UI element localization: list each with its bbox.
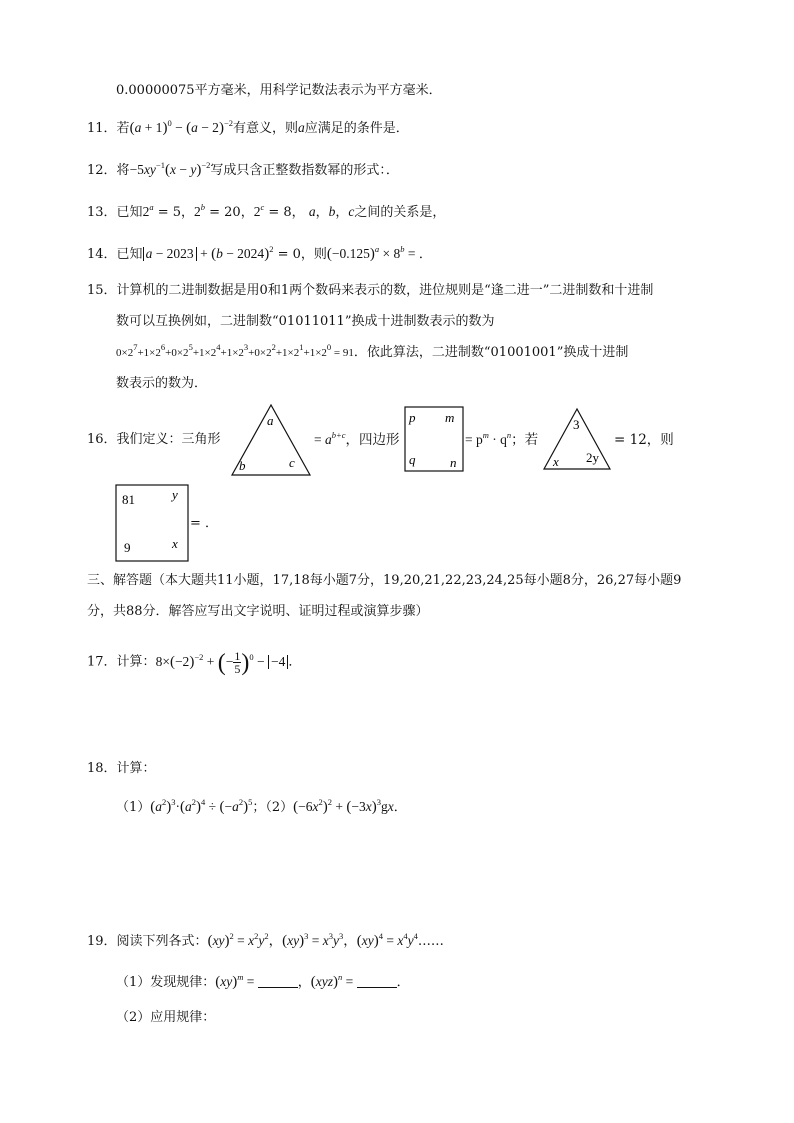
q11-expression: $(a + 1)^0 - (a - 2)^{-2}$	[129, 118, 233, 136]
question-13: 13．已知$2^a = 5$，$2^b = 20$，$2^c = 8$， a，b，c之间的关系是，	[87, 202, 446, 220]
q12-suffix: 写成只含正整数指数幂的形式：．	[210, 163, 399, 178]
q11-number: 11．	[87, 121, 117, 136]
triangle-definition-figure	[229, 403, 313, 477]
q11-middle: 有意义，则	[232, 121, 298, 136]
triangle-right-label: c	[289, 455, 295, 470]
q18-prefix: 计算：	[116, 761, 156, 776]
q19-sub1-end: ．	[396, 975, 410, 990]
q18-part1-label: （1）	[116, 800, 151, 815]
quad-bottom-right-label: n	[450, 455, 457, 470]
q13-var-a: a	[308, 204, 316, 219]
question-19-sub2	[116, 1008, 215, 1028]
triangle-given-left-label: x	[553, 454, 559, 469]
q17-number: 17．	[87, 654, 117, 670]
question-15-line3	[116, 343, 628, 363]
q18-end: ．	[393, 800, 407, 815]
quad-bottom-left-label: q	[409, 452, 416, 467]
q18-part2-expression: $(-6x^2)^2 + (-3x)^3gx$	[293, 797, 394, 815]
q13-eq1-val: = 5，	[153, 205, 194, 220]
q16-text4: = 12，则	[614, 432, 674, 448]
quad-question-top-right: y	[172, 487, 178, 502]
q19-sub1-label: （1）发现规律：	[116, 975, 216, 990]
q15-line4: 数表示的数为．	[116, 376, 208, 391]
q19-sub2-label: （2）应用规律：	[116, 1010, 216, 1025]
q13-prefix: 已知	[116, 205, 143, 220]
q19-examples: $(xy)^2 = x^2y^2$，$(xy)^3 = x^3y^3$，$(xy)^4 = x^4y^4$	[207, 931, 418, 949]
triangle-formula: = $a^{b+c}$，四边形	[314, 430, 400, 448]
q13-eq3-val: = 8，	[264, 205, 305, 220]
section-3-heading-line2	[87, 602, 429, 622]
question-12	[87, 160, 399, 181]
q13-eq2: 2$^b$	[194, 202, 205, 219]
q11-prefix: 若	[116, 121, 130, 136]
quad-top-left-label: p	[409, 410, 416, 425]
q13-eq3: 2$^c$	[253, 202, 265, 219]
section-3-line2: 分，共88分．解答应写出文字说明、证明过程或演算步骤）	[87, 604, 429, 619]
q12-number: 12．	[87, 163, 117, 178]
q19-rule1: (xy)$^m$ =	[215, 972, 258, 990]
section-3-line1: 三、解答题（本大题共11小题，17,18每小题7分，19,20,21,22,23,24,25每小题8分，26,27每小题9	[87, 573, 682, 588]
q10-text: 0.00000075平方毫米，用科学记数法表示为平方毫米．	[116, 83, 442, 98]
q12-prefix: 将	[116, 163, 130, 178]
question-11	[87, 118, 409, 139]
question-19-sub1	[116, 972, 410, 993]
q16-given-value	[614, 430, 674, 450]
q16-text3: ；若	[511, 432, 539, 448]
question-15-line4	[116, 374, 207, 394]
triangle-top-label: a	[267, 413, 274, 428]
triangle-given-figure	[541, 407, 613, 471]
q13-eq2-val: = 20，	[205, 205, 254, 220]
triangle-given-top-label: 3	[573, 417, 580, 432]
q14-prefix: 已知	[116, 247, 143, 262]
quadrilateral-formula: = $p^m \cdot q^n$；若	[465, 430, 539, 448]
q15-line1: 计算机的二进制数据是用0和1两个数码来表示的数，进位规则是“逢二进一”二进制数和十进制	[116, 283, 654, 298]
q18-number: 18．	[87, 761, 117, 776]
q14-expression: $(-0.125)^a \times 8^b$ =	[326, 244, 419, 262]
q17-expression: $8\times(-2)^{-2}$ + (− $\frac{1}{5}$ )$^0$ − −4	[156, 654, 289, 669]
q13-eq1: 2$^a$	[142, 202, 154, 219]
q18-part2-label: ；（2）	[252, 800, 294, 815]
q15-line3: ．依此算法，二进制数“01001001”换成十进制	[353, 345, 629, 360]
q19-sub1-mid: ，	[297, 975, 311, 990]
triangle-left-label: b	[239, 458, 246, 473]
q14-condition-tail: = 0，则	[273, 247, 327, 262]
q13-var-b: b	[328, 204, 336, 219]
q16-answer-end	[190, 514, 218, 534]
question-14	[87, 244, 432, 265]
q14-suffix: ．	[418, 247, 432, 262]
q14-condition: $a - 2023 + (b - 2024)^2$	[143, 246, 274, 261]
quad-top-right-label: m	[445, 410, 455, 425]
question-15-line2	[116, 312, 494, 332]
q18-part1-expression: $(a^2)^3\cdot(a^2)^4 \div (-a^2)^5$	[150, 797, 253, 815]
question-18-parts	[116, 797, 407, 818]
q16-text1: 我们定义：三角形	[116, 432, 221, 447]
q19-ellipsis: ……	[417, 934, 444, 949]
question-19	[87, 931, 444, 952]
quadrilateral-question-figure	[115, 484, 189, 562]
q13-suffix: 之间的关系是，	[354, 205, 446, 220]
q11-variable: a	[298, 120, 305, 135]
q13-var-c: c	[348, 204, 355, 219]
q15-line2: 数可以互换例如，二进制数“01011011”换成十进制数表示的数为	[116, 314, 495, 329]
q12-expression: $-5xy^{-1}(x - y)^{-2}$	[129, 160, 211, 178]
question-18	[87, 759, 156, 779]
q16-number: 16．	[87, 432, 117, 447]
question-17: 17．计算：$8\times(-2)^{-2}$ + (− $\frac{1}{5}$ )$^0$ − −4 ．	[87, 649, 302, 676]
q19-number: 19．	[87, 934, 117, 949]
q19-rule2: (xyz)$^n$ =	[310, 972, 357, 990]
q10-continuation	[116, 81, 442, 101]
question-15-line1	[87, 281, 653, 301]
quadrilateral-definition-figure	[404, 406, 464, 472]
q17-prefix: 计算：	[116, 654, 156, 670]
quad-question-top-left: 81	[122, 492, 135, 507]
q19-blank2[interactable]	[357, 975, 397, 988]
q14-number: 14．	[87, 247, 117, 262]
triangle-given-right-label: 2y	[586, 450, 599, 465]
question-16	[87, 430, 221, 450]
quad-question-bottom-right: x	[172, 536, 178, 551]
q16-text2: ，四边形	[345, 432, 400, 448]
q19-prefix: 阅读下列各式：	[116, 934, 208, 949]
quad-question-bottom-left: 9	[124, 540, 131, 555]
q19-blank1[interactable]	[258, 975, 298, 988]
q16-end: = ．	[190, 516, 219, 531]
q15-binary-expansion: $0\times 2^7+1\times 2^6+0\times 2^5+1\times 2^4+1\times 2^3+0\times 2^2+1\times 2^1+1\times 2^0 = 91$	[116, 342, 354, 359]
q13-number: 13．	[87, 205, 117, 220]
section-3-heading-line1	[87, 571, 681, 591]
q15-number: 15．	[87, 283, 117, 298]
q11-suffix: 应满足的条件是．	[304, 121, 409, 136]
